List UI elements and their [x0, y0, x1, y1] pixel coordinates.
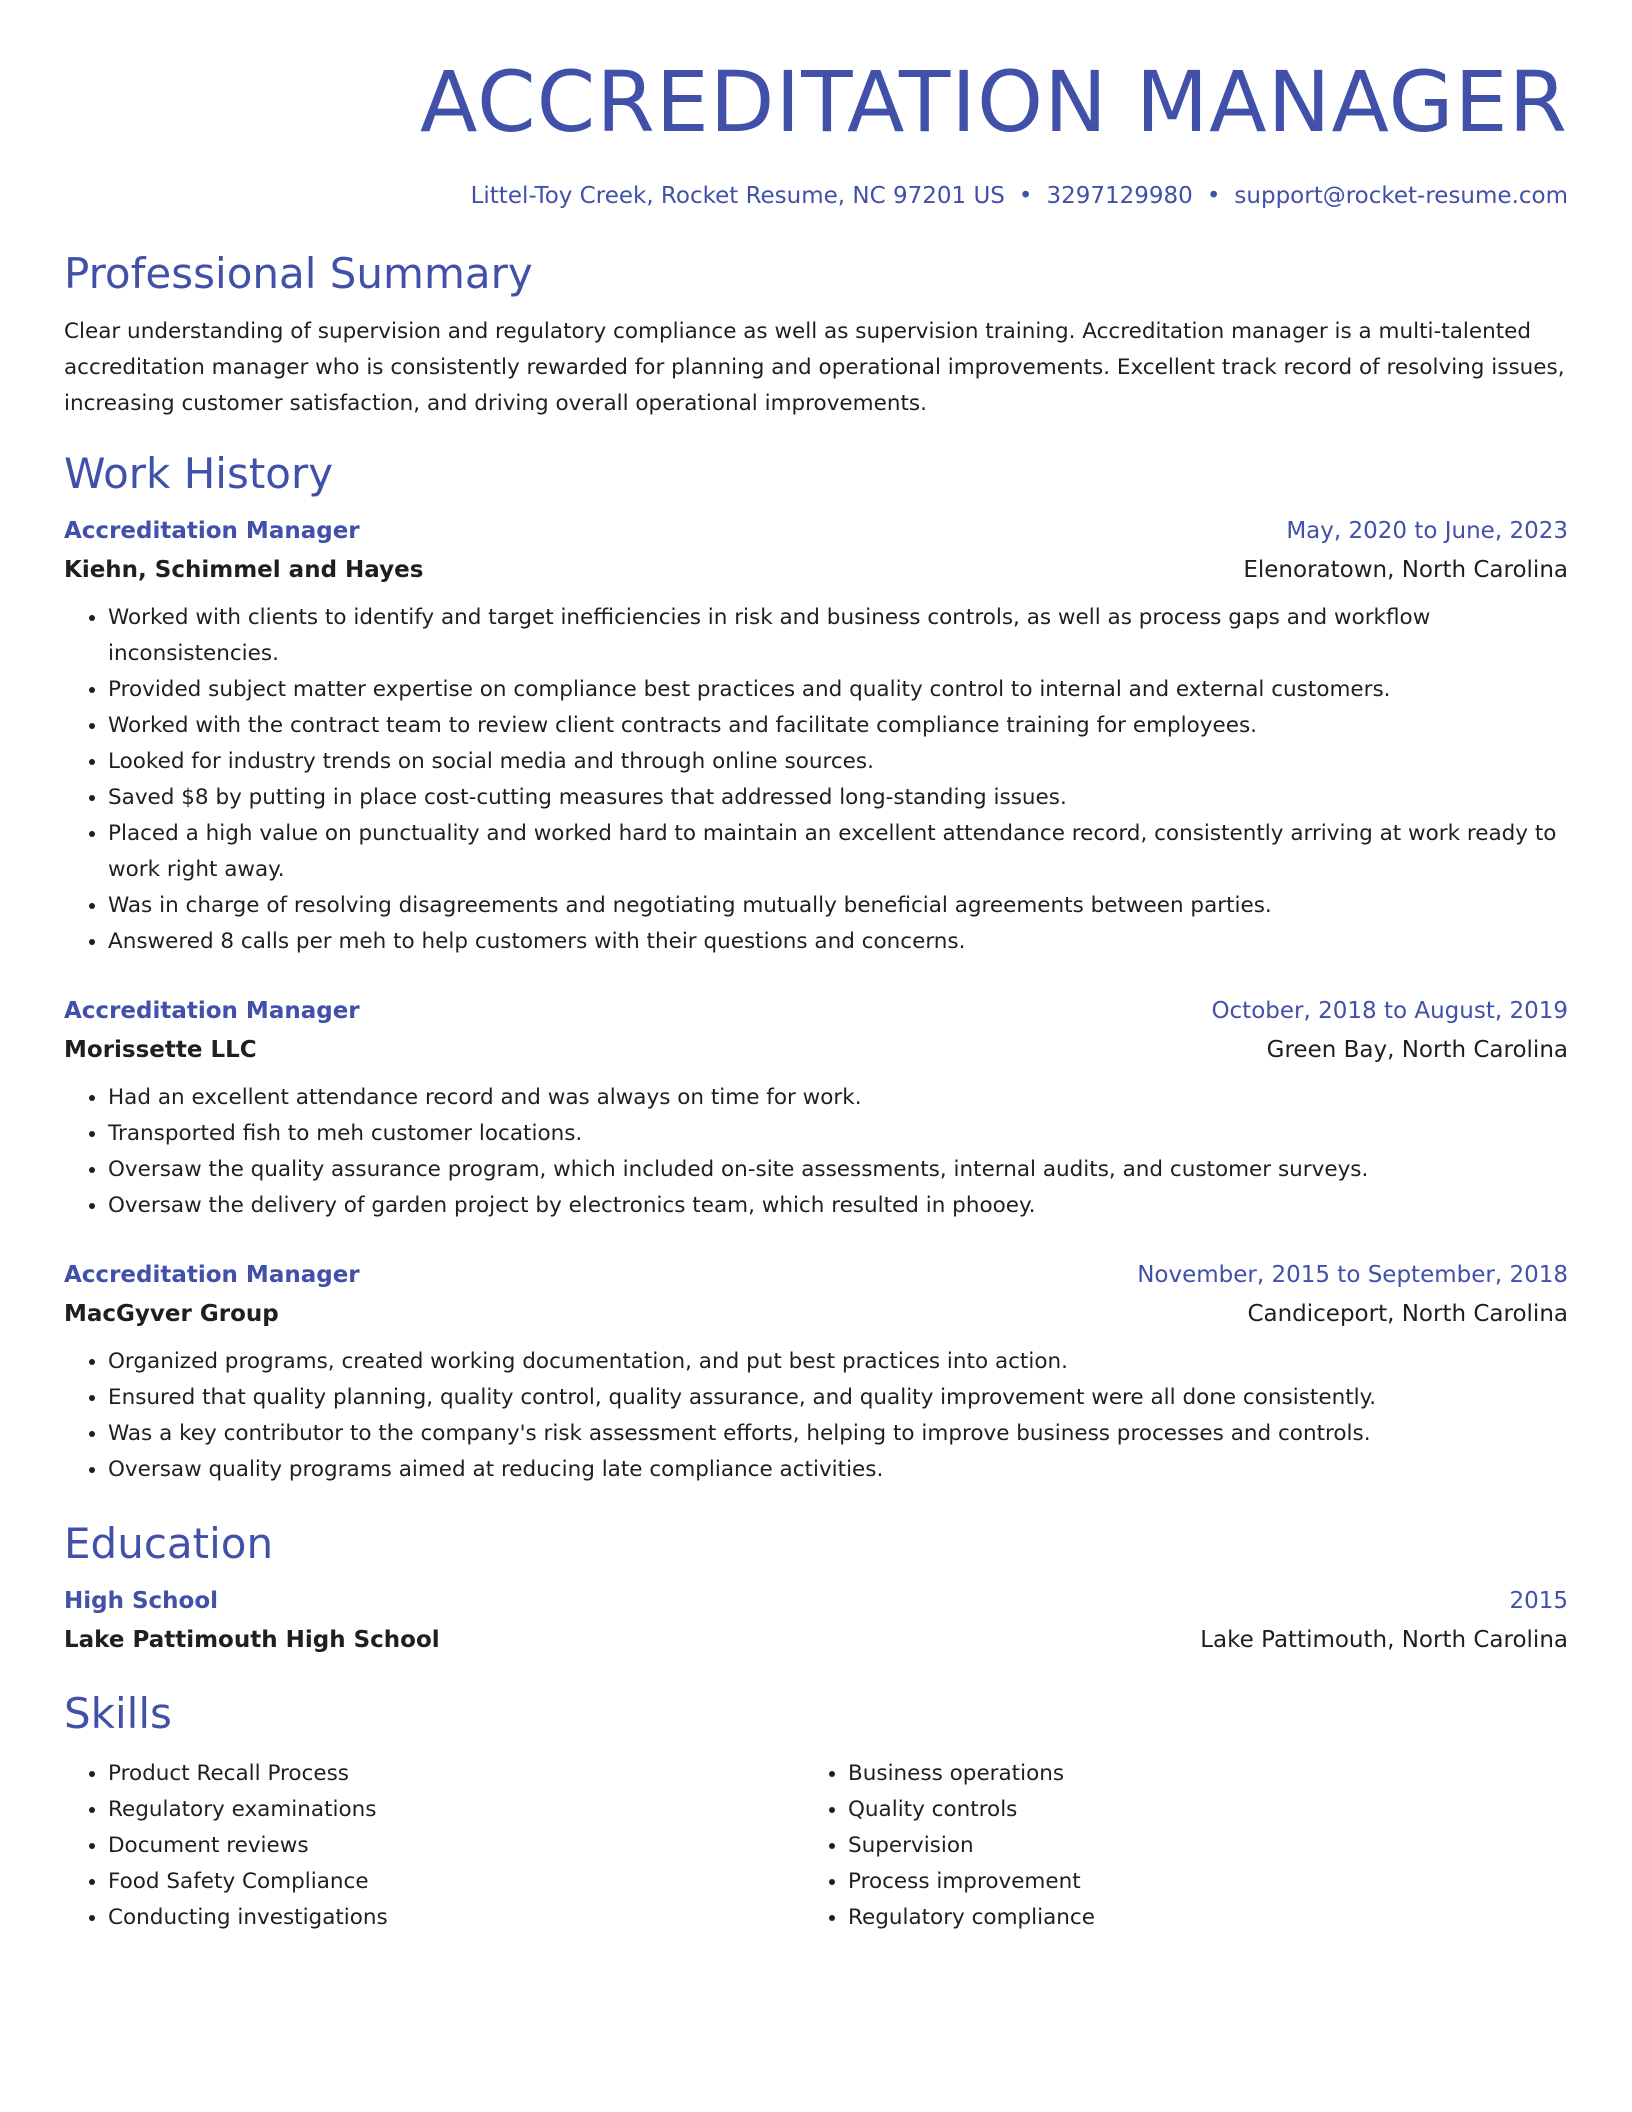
list-item: • Was in charge of resolving disagreements and negotiating mutually beneficial agreements between parties.: [108, 888, 1568, 924]
contact-line: [64, 180, 1568, 212]
address: Littel-Toy Creek, Rocket Resume, NC 97201 US: [470, 183, 1005, 209]
job-entry: [64, 992, 1568, 1224]
list-item: • Oversaw the delivery of garden project by electronics team, which resulted in phooey.: [108, 1188, 1568, 1224]
education-degree: High School: [64, 1588, 219, 1614]
job-entry: [64, 1256, 1568, 1488]
work-history-heading: Work History: [64, 449, 334, 498]
list-item: • Had an excellent attendance record and was always on time for work.: [108, 1080, 1568, 1116]
job-bullets: [64, 600, 1568, 960]
education-degree-row: [64, 1582, 1568, 1620]
list-item: • Answered 8 calls per meh to help customers with their questions and concerns.: [108, 924, 1568, 960]
list-item: • Product Recall Process: [108, 1756, 804, 1792]
education-school-row: [64, 1620, 1568, 1660]
job-company: Morissette LLC: [64, 1037, 257, 1063]
list-item: • Looked for industry trends on social media and through online sources.: [108, 744, 1568, 780]
list-item: • Saved $8 by putting in place cost-cutting measures that addressed long-standing issues.: [108, 780, 1568, 816]
list-item: • Regulatory compliance: [848, 1900, 1544, 1936]
skills-column-right: [804, 1756, 1544, 1936]
list-item: • Worked with clients to identify and target inefficiencies in risk and business controls, as well as process gaps and workflow inconsistencies.: [108, 600, 1568, 672]
summary-text: Clear understanding of supervision and regulatory compliance as well as supervision training. Accreditation manager is a multi-talented accreditation manager who is consistently rewarded for planning and operational improvements. Excellent track record of resolving issues, increasing customer satisfaction, and driving overall operational improvements.: [64, 319, 1565, 416]
job-company-row: [64, 1294, 1568, 1334]
list-item: • Conducting investigations: [108, 1900, 804, 1936]
list-item: • Was a key contributor to the company's risk assessment efforts, helping to improve business processes and controls.: [108, 1416, 1568, 1452]
list-item: • Regulatory examinations: [108, 1792, 804, 1828]
job-bullets: [64, 1344, 1568, 1488]
phone: 3297129980: [1046, 183, 1193, 209]
skills-column-left: [64, 1756, 804, 1936]
job-dates: November, 2015 to September, 2018: [1137, 1262, 1568, 1288]
job-title-row: [64, 1256, 1568, 1294]
list-item: • Business operations: [848, 1756, 1544, 1792]
job-entry: [64, 512, 1568, 960]
job-bullets: [64, 1080, 1568, 1224]
summary-heading: Professional Summary: [64, 249, 533, 298]
education-entry: [64, 1582, 1568, 1660]
job-role: Accreditation Manager: [64, 1262, 360, 1288]
job-role: Accreditation Manager: [64, 998, 360, 1024]
job-title-row: [64, 992, 1568, 1030]
education-location: Lake Pattimouth, North Carolina: [1200, 1627, 1568, 1653]
job-company: MacGyver Group: [64, 1301, 279, 1327]
education-year: 2015: [1509, 1588, 1568, 1614]
resume-header: [64, 0, 1568, 212]
job-role: Accreditation Manager: [64, 518, 360, 544]
education-school: Lake Pattimouth High School: [64, 1627, 440, 1653]
list-item: • Transported fish to meh customer locations.: [108, 1116, 1568, 1152]
separator-dot: •: [1018, 183, 1033, 209]
skills-list: [64, 1756, 1568, 1936]
list-item: • Food Safety Compliance: [108, 1864, 804, 1900]
list-item: • Worked with the contract team to review client contracts and facilitate compliance training for employees.: [108, 708, 1568, 744]
job-location: Candiceport, North Carolina: [1247, 1301, 1568, 1327]
candidate-title: ACCREDITATION MANAGER: [420, 53, 1568, 151]
job-dates: May, 2020 to June, 2023: [1286, 518, 1568, 544]
list-item: • Document reviews: [108, 1828, 804, 1864]
list-item: • Oversaw the quality assurance program, which included on-site assessments, internal audits, and customer surveys.: [108, 1152, 1568, 1188]
list-item: • Provided subject matter expertise on compliance best practices and quality control to internal and external customers.: [108, 672, 1568, 708]
separator-dot: •: [1206, 183, 1221, 209]
list-item: • Ensured that quality planning, quality control, quality assurance, and quality improvement were all done consistently.: [108, 1380, 1568, 1416]
job-title-row: [64, 512, 1568, 550]
list-item: • Process improvement: [848, 1864, 1544, 1900]
job-dates: October, 2018 to August, 2019: [1211, 998, 1568, 1024]
list-item: • Oversaw quality programs aimed at reducing late compliance activities.: [108, 1452, 1568, 1488]
job-company: Kiehn, Schimmel and Hayes: [64, 557, 424, 583]
job-company-row: [64, 1030, 1568, 1070]
job-location: Elenoratown, North Carolina: [1243, 557, 1568, 583]
list-item: • Supervision: [848, 1828, 1544, 1864]
job-company-row: [64, 550, 1568, 590]
job-location: Green Bay, North Carolina: [1266, 1037, 1568, 1063]
list-item: • Placed a high value on punctuality and worked hard to maintain an excellent attendance record, consistently arriving at work ready to work right away.: [108, 816, 1568, 888]
email: support@rocket-resume.com: [1234, 183, 1568, 209]
skills-heading: Skills: [64, 1689, 172, 1738]
list-item: • Quality controls: [848, 1792, 1544, 1828]
list-item: • Organized programs, created working documentation, and put best practices into action.: [108, 1344, 1568, 1380]
education-heading: Education: [64, 1519, 274, 1568]
